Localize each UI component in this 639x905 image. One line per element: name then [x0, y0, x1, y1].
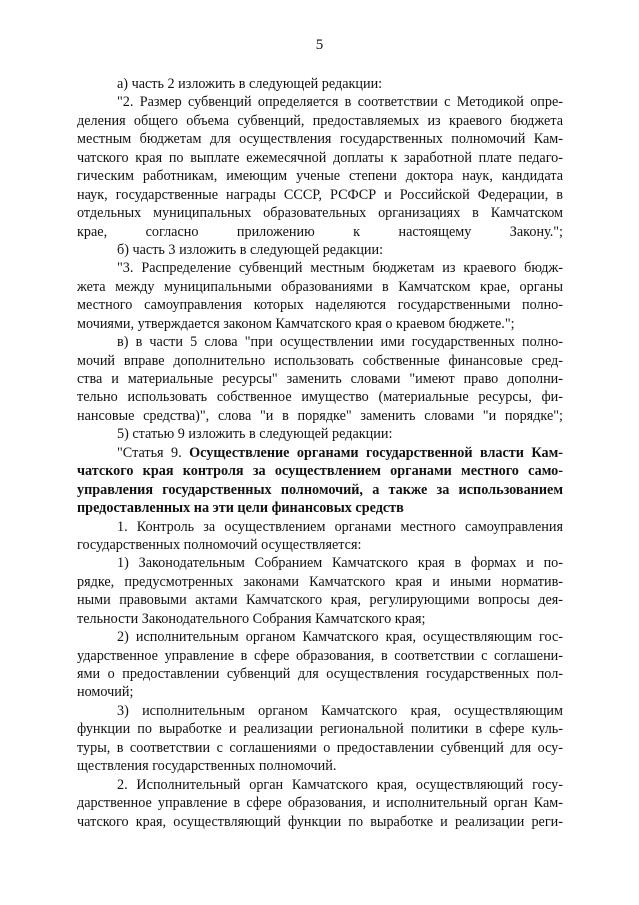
text-line: крае, согласно приложению к настоящему Закону.";: [77, 223, 563, 240]
text-line: ударственное управление в сфере образования, в соответствии с соглашени-: [77, 647, 563, 664]
article-heading-line: управления государственных полномочий, а также за использованием: [77, 481, 563, 498]
text-line: жета между муниципальными образованиями в Камчатском крае, органы: [77, 278, 563, 295]
paragraph-article-9-heading: [77, 444, 563, 518]
text-line: чатского края, осуществляющий функции по выработке и реализации реги-: [77, 813, 563, 830]
text-line: гическим работникам, имеющим ученые степени доктора наук, кандидата: [77, 168, 563, 185]
text-line: ществления государственных полномочий.: [77, 758, 337, 775]
text-line: "2. Размер субвенций определяется в соответствии с Методикой опре-: [117, 94, 563, 111]
article-heading-first-line: [77, 444, 563, 462]
text-line: наук, государственные награды СССР, РСФСР и Российской Федерации, в: [77, 186, 563, 203]
text-line: тельно использовать собственное имущество (материальные ресурсы, фи-: [77, 389, 563, 406]
paragraph-part-2-text: [77, 93, 563, 241]
text-line: дарственное управление в сфере образования, и исполнительный орган Кам-: [77, 795, 563, 812]
text-line: рядке, предусмотренных законами Камчатского края и иными норматив-: [77, 573, 563, 590]
text-line: местного самоуправления которых наделяются государственными полно-: [77, 297, 563, 314]
paragraph-part-3-text: [77, 259, 563, 333]
text-line: туры, в соответствии с соглашениями о предоставлении субвенций для осу-: [77, 739, 563, 756]
text-line: ными правовыми актами Камчатского края, регулирующими вопросы дея-: [77, 592, 563, 609]
article-heading-bold: Осуществление органами государственной власти Кам-: [189, 444, 563, 461]
paragraph-art9-part-1-item-1: [77, 554, 563, 628]
page-number: 5: [315, 37, 324, 53]
text-line: ства и материальные ресурсы" заменить словами "имеют право дополни-: [77, 371, 563, 387]
text-line: функции по выработке и реализации региональной политики в сфере куль-: [77, 721, 563, 738]
text-line: 1) Законодательным Собранием Камчатского края в формах и по-: [117, 555, 563, 572]
paragraph-item-b: [77, 241, 563, 259]
paragraph-item-a: [77, 75, 563, 93]
paragraph-art9-part-1-item-2: [77, 628, 563, 702]
text-line: 5) статью 9 изложить в следующей редакции:: [117, 426, 393, 443]
text-line: "3. Распределение субвенций местным бюджетам из краевого бюдж-: [117, 260, 563, 277]
text-line: номочий;: [77, 684, 134, 701]
text-line: местным бюджетам для осуществления государственных полномочий Кам-: [77, 131, 563, 148]
text-line: мочий вправе дополнительно использовать собственные финансовые сред-: [77, 352, 563, 369]
paragraph-item-v: [77, 333, 563, 425]
document-body: [77, 75, 563, 831]
text-line: нансовые средства)", слова "и в порядке" заменить словами "и порядке";: [77, 407, 563, 424]
paragraph-item-5: [77, 425, 563, 443]
text-line: тельности Законодательного Собрания Камчатского края;: [77, 610, 426, 627]
paragraph-art9-part-1: [77, 518, 563, 555]
article-heading-lead: "Статья 9.: [117, 444, 190, 461]
text-line: ями о предоставлении субвенций для осуществления государственных пол-: [77, 666, 563, 682]
text-line: а) часть 2 изложить в следующей редакции:: [117, 76, 383, 92]
article-heading-line: чатского края контроля за осуществлением органами местного само-: [77, 463, 563, 480]
text-line: мочиями, утверждается законом Камчатского края о краевом бюджете.";: [77, 315, 515, 332]
paragraph-art9-part-2: [77, 776, 563, 831]
text-line: государственных полномочий осуществляется:: [77, 536, 362, 553]
text-line: 1. Контроль за осуществлением органами местного самоуправления: [117, 518, 563, 535]
text-line: б) часть 3 изложить в следующей редакции:: [117, 241, 384, 258]
text-line: 2) исполнительным органом Камчатского края, осуществляющим гос-: [117, 629, 563, 646]
paragraph-art9-part-1-item-3: [77, 702, 563, 776]
text-line: в) в части 5 слова "при осуществлении ими государственных полно-: [117, 334, 563, 351]
text-line: 3) исполнительным органом Камчатского края, осуществляющим: [117, 702, 563, 719]
text-line: отдельных муниципальных образовательных организациях в Камчатском: [77, 205, 563, 222]
text-line: деления общего объема субвенций, предоставляемых из краевого бюджета: [77, 112, 563, 129]
text-line: 2. Исполнительный орган Камчатского края, осуществляющий госу-: [117, 776, 563, 793]
article-heading-line: предоставленных на эти цели финансовых средств: [77, 500, 404, 517]
text-line: чатского края по выплате ежемесячной доплаты к заработной плате педаго-: [77, 149, 563, 166]
